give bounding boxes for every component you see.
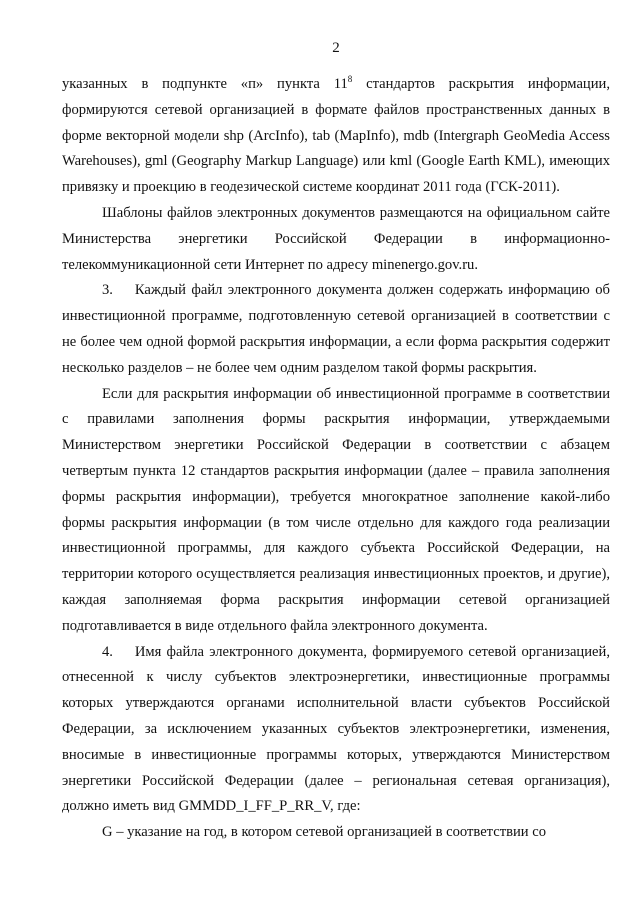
page-number: 2 [332, 40, 340, 56]
document-body [62, 72, 610, 846]
paragraph-1-start: указанных в подпункте «п» пункта 11 [62, 76, 348, 92]
paragraph-1-end: стандартов раскрытия информации, формируются сетевой организацией в формате файлов пространственных данных в форме векторной модели shp (ArcInfo), tab (MapInfo), mdb (Intergraph GeoMedia Access Warehouses), gml (Geography Markup Language) или kml (Google Earth KML), имеющих привязку и проекцию в геодезической системе координат 2011 года (ГСК-2011). [62, 76, 611, 196]
paragraph-2: Шаблоны файлов электронных документов размещаются на официальном сайте Министерства энергетики Российской Федерации в информационно-телекоммуникационной сети Интернет по адресу minenergo.gov.ru. [62, 204, 610, 273]
paragraph-6: G – указание на год, в котором сетевой организацией в соответствии со [102, 824, 547, 841]
paragraph-1 [62, 72, 610, 201]
paragraph-4: Если для раскрытия информации об инвестиционной программе в соответствии с правилами заполнения формы раскрытия информации, утверждаемыми Министерством энергетики Российской Федерации в соответствии с абзацем четвертым пункта 12 стандартов раскрытия информации (далее – правила заполнения формы раскрытия информации), требуется многократное заполнение какой-либо формы раскрытия информации (в том числе отдельно для каждого года реализации инвестиционной программы, для каждого субъекта Российской Федерации, на территории которого осуществляется реализация инвестиционных проектов, и другие), каждая заполняемая форма раскрытия информации сетевой организацией подготавливается в виде отдельного файла электронного документа. [62, 385, 610, 634]
paragraph-5: 4. Имя файла электронного документа, формируемого сетевой организацией, отнесенной к числу субъектов электроэнергетики, инвестиционные программы которых утверждаются органами исполнительной власти субъектов Российской Федерации, за исключением указанных субъектов электроэнергетики, изменения, вносимые в инвестиционные программы которых, утверждаются Министерством энергетики Российской Федерации (далее – региональная сетевая организация), должно иметь вид GMMDD_I_FF_P_RR_V, где: [62, 643, 610, 815]
paragraph-3: 3. Каждый файл электронного документа должен содержать информацию об инвестиционной программе, подготовленную сетевой организацией в соответствии с не более чем одной формой раскрытия информации, а если форма раскрытия содержит несколько разделов – не более чем одним разделом такой формы раскрытия. [62, 282, 610, 376]
footnote-superscript: 8 [347, 74, 353, 84]
